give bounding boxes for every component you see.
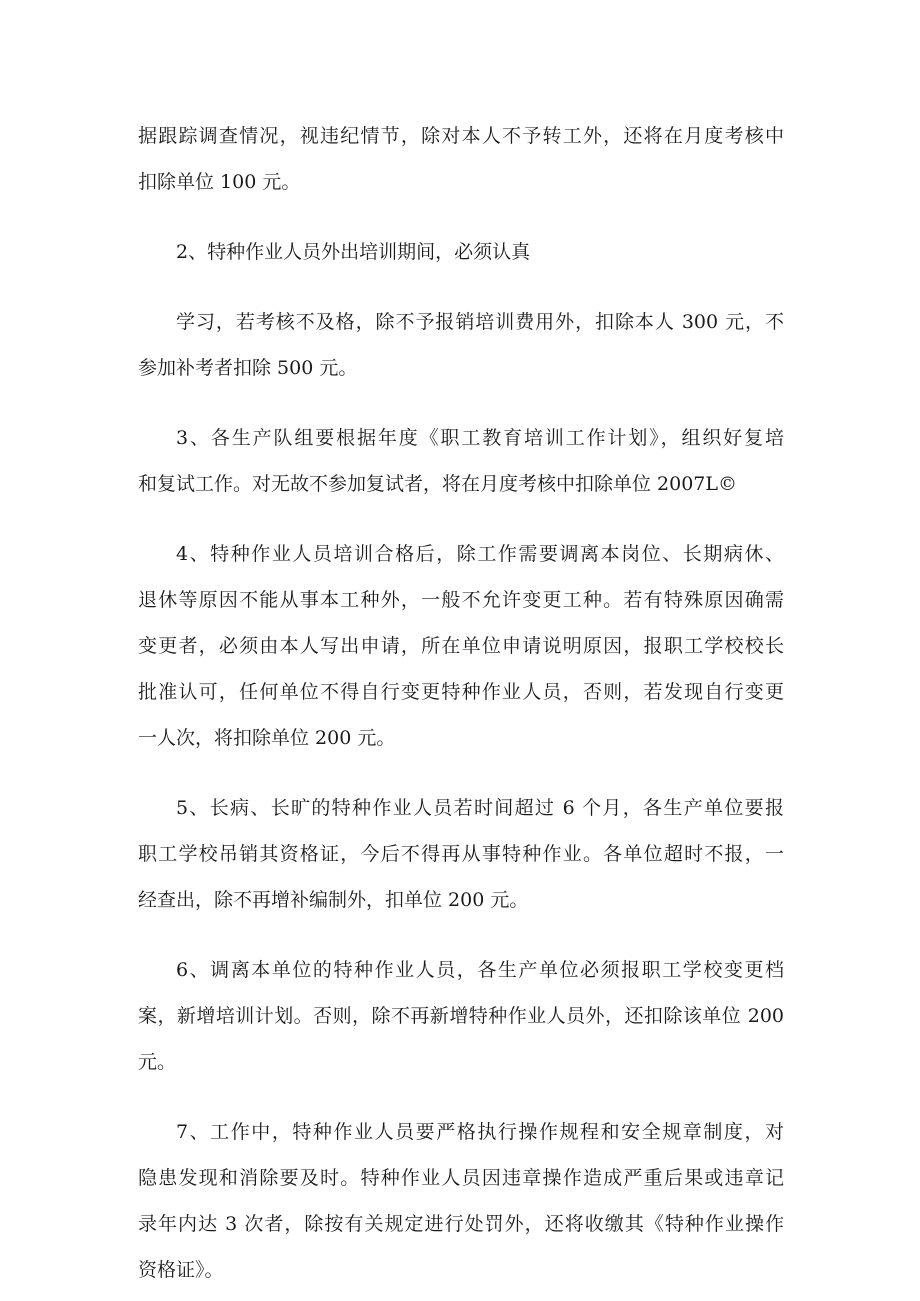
text-line: 和复试工作。对无故不参加复试者，将在月度考核中扣除单位 2007L© [138, 473, 738, 495]
document-body [138, 113, 784, 1293]
text-line: 隐患发现和消除要及时。特种作业人员因违章操作造成严重后果或违章记 [138, 1167, 784, 1189]
text-line: 批准认可，任何单位不得自行变更特种作业人员，否则，若发现自行变更 [138, 681, 784, 703]
text-line: 2、特种作业人员外出培训期间，必须认真 [176, 241, 531, 263]
paragraph-item-4 [138, 531, 784, 761]
text-line: 案，新增培训计划。否则，除不再新增特种作业人员外，还扣除该单位 200 [138, 1005, 784, 1027]
text-line: 3、各生产队组要根据年度《职工教育培训工作计划》，组织好复培 [176, 427, 784, 449]
text-line: 据跟踪调查情况，视违纪情节，除对本人不予转工外，还将在月度考核中 [138, 125, 784, 147]
text-line: 元。 [138, 1051, 177, 1073]
text-line: 退休等原因不能从事本工种外，一般不允许变更工种。若有特殊原因确需 [138, 589, 784, 611]
paragraph-item-3 [138, 415, 784, 507]
text-line: 6、调离本单位的特种作业人员，各生产单位必须报职工学校变更档 [176, 959, 784, 981]
paragraph-continuation [138, 113, 784, 205]
text-line: 经查出，除不再增补编制外，扣单位 200 元。 [138, 889, 529, 911]
text-line: 扣除单位 100 元。 [138, 171, 301, 193]
text-line: 变更者，必须由本人写出申请，所在单位申请说明原因，报职工学校校长 [138, 635, 784, 657]
text-line: 录年内达 3 次者，除按有关规定进行处罚外，还将收缴其《特种作业操作 [138, 1213, 784, 1235]
paragraph-item-2 [138, 229, 784, 275]
paragraph-item-6 [138, 947, 784, 1085]
text-line: 参加补考者扣除 500 元。 [138, 357, 358, 379]
text-line: 职工学校吊销其资格证，今后不得再从事特种作业。各单位超时不报，一 [138, 843, 784, 865]
text-line: 资格证》。 [138, 1259, 224, 1281]
paragraph-item-7 [138, 1109, 784, 1293]
text-line: 学习，若考核不及格，除不予报销培训费用外，扣除本人 300 元，不 [176, 311, 784, 333]
text-line: 一人次，将扣除单位 200 元。 [138, 727, 396, 749]
paragraph-item-5 [138, 785, 784, 923]
paragraph-item-2-continued [138, 299, 784, 391]
text-line: 4、特种作业人员培训合格后，除工作需要调离本岗位、长期病休、 [176, 543, 784, 565]
text-line: 5、长病、长旷的特种作业人员若时间超过 6 个月，各生产单位要报 [176, 797, 784, 819]
text-line: 7、工作中，特种作业人员要严格执行操作规程和安全规章制度，对 [176, 1121, 784, 1143]
